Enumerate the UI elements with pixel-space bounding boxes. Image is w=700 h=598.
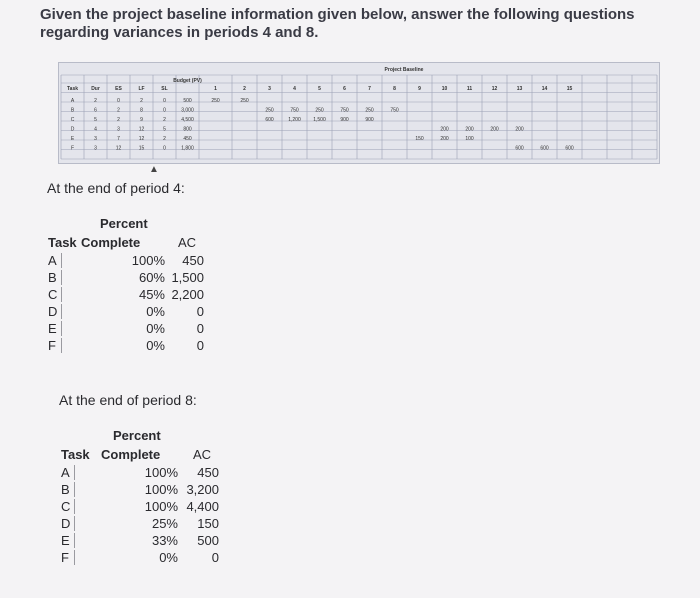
row-sl-cell: 0 — [163, 107, 166, 114]
column-header: LF — [138, 86, 145, 92]
row-lf-cell: 12 — [138, 126, 145, 133]
task-cell: F — [48, 338, 62, 353]
row-lf-cell: 12 — [138, 136, 145, 142]
period4-table — [48, 216, 208, 386]
percent-complete-cell: 60% — [138, 270, 165, 285]
period-value-cell: 600 — [515, 145, 524, 152]
percent-complete-cell: 0% — [159, 550, 178, 565]
period-value-cell: 750 — [290, 107, 299, 114]
period-value-cell: 750 — [390, 107, 399, 114]
task-cell: B — [48, 270, 62, 285]
row-task-cell: C — [70, 117, 75, 123]
period-value-cell: 900 — [365, 117, 374, 123]
period-number: 7 — [368, 86, 371, 92]
period8-header-percent: Percent — [113, 428, 161, 443]
task-cell: F — [61, 550, 75, 565]
period-value-cell: 750 — [340, 107, 349, 114]
period8-header-complete: Complete — [101, 447, 161, 462]
period-value-cell: 250 — [211, 98, 220, 104]
period8-header-task: Task — [61, 447, 90, 462]
period-number: 11 — [466, 86, 473, 92]
actual-cost-cell: 3,200 — [186, 482, 219, 497]
baseline-spreadsheet — [58, 62, 660, 164]
percent-complete-cell: 100% — [131, 253, 165, 268]
period-value-cell: 200 — [515, 126, 524, 133]
task-cell: A — [61, 465, 75, 480]
period-value-cell: 200 — [440, 126, 449, 133]
period8-row-C — [61, 499, 221, 514]
row-dur-cell: 2 — [94, 98, 97, 104]
actual-cost-cell: 2,200 — [171, 287, 204, 302]
row-sl-cell: 5 — [163, 126, 166, 133]
row-budget-cell: 800 — [183, 126, 192, 133]
percent-complete-cell: 0% — [146, 304, 165, 319]
period-value-cell: 600 — [265, 117, 274, 123]
period-number: 3 — [268, 86, 271, 92]
actual-cost-cell: 500 — [197, 533, 219, 548]
period-number: 6 — [343, 86, 346, 92]
period8-row-F — [61, 550, 221, 565]
period4-row-F — [48, 338, 208, 353]
percent-complete-cell: 45% — [138, 287, 165, 302]
row-budget-cell: 1,800 — [181, 145, 194, 152]
period-value-cell: 200 — [440, 136, 449, 142]
period-value-cell: 250 — [365, 107, 374, 114]
period4-header-complete: Complete — [81, 235, 141, 250]
period-number: 9 — [418, 86, 421, 92]
actual-cost-cell: 150 — [197, 516, 219, 531]
row-dur-cell: 3 — [94, 136, 97, 142]
period4-row-D — [48, 304, 208, 319]
period4-row-B — [48, 270, 208, 285]
percent-complete-cell: 25% — [151, 516, 178, 531]
budget-header: Budget (PV) — [173, 78, 202, 84]
period-number: 15 — [566, 86, 573, 92]
period4-header-ac: AC — [178, 235, 197, 250]
column-header: Task — [66, 86, 79, 92]
period-value-cell: 250 — [315, 107, 324, 114]
sheet-title: Project Baseline — [384, 67, 424, 73]
row-es-cell: 3 — [117, 126, 120, 133]
row-sl-cell: 2 — [163, 117, 166, 123]
row-sl-cell: 0 — [163, 145, 166, 152]
row-task-cell: B — [70, 107, 75, 114]
actual-cost-cell: 0 — [196, 321, 204, 336]
task-cell: E — [48, 321, 62, 336]
row-lf-cell: 8 — [140, 107, 143, 114]
row-sl-cell: 0 — [163, 98, 166, 104]
row-budget-cell: 500 — [183, 98, 192, 104]
cursor-arrow-icon: ▲ — [149, 164, 159, 175]
row-dur-cell: 3 — [94, 145, 97, 152]
actual-cost-cell: 450 — [182, 253, 204, 268]
period4-header-task: Task — [48, 235, 77, 250]
period-number: 8 — [393, 86, 396, 92]
task-cell: E — [61, 533, 75, 548]
row-lf-cell: 15 — [138, 145, 145, 152]
actual-cost-cell: 0 — [196, 304, 204, 319]
percent-complete-cell: 100% — [144, 465, 178, 480]
actual-cost-cell: 1,500 — [171, 270, 204, 285]
period8-row-B — [61, 482, 221, 497]
column-header: ES — [115, 86, 122, 92]
question-text: Given the project baseline information given below, answer the following questions regarding variances in periods 4 and 8. — [40, 6, 635, 41]
task-cell: B — [61, 482, 75, 497]
period8-header-ac: AC — [193, 447, 212, 462]
percent-complete-cell: 0% — [146, 338, 165, 353]
period-number: 2 — [243, 86, 246, 92]
row-es-cell: 2 — [117, 107, 120, 114]
row-es-cell: 7 — [117, 136, 120, 142]
task-cell: A — [48, 253, 62, 268]
row-task-cell: A — [70, 98, 75, 104]
period4-header-percent: Percent — [100, 216, 148, 231]
period8-row-A — [61, 465, 221, 480]
percent-complete-cell: 0% — [146, 321, 165, 336]
task-cell: D — [48, 304, 62, 319]
period8-row-D — [61, 516, 221, 531]
row-dur-cell: 5 — [94, 117, 97, 123]
period-value-cell: 1,200 — [288, 117, 301, 123]
row-lf-cell: 9 — [140, 117, 143, 123]
task-cell: C — [48, 287, 62, 302]
task-cell: D — [61, 516, 75, 531]
period4-row-A — [48, 253, 208, 268]
period-value-cell: 200 — [490, 126, 499, 133]
period-value-cell: 150 — [415, 136, 424, 142]
period-number: 14 — [541, 86, 548, 92]
column-header: Dur — [91, 86, 100, 92]
actual-cost-cell: 450 — [197, 465, 219, 480]
actual-cost-cell: 4,400 — [186, 499, 219, 514]
row-task-cell: D — [70, 126, 75, 133]
period-number: 13 — [516, 86, 523, 92]
period-value-cell: 100 — [465, 136, 474, 142]
row-dur-cell: 6 — [94, 107, 97, 114]
row-budget-cell: 3,000 — [181, 107, 194, 114]
baseline-grid — [59, 63, 659, 163]
row-budget-cell: 4,500 — [181, 117, 194, 123]
row-lf-cell: 2 — [140, 98, 143, 104]
row-task-cell: F — [70, 145, 75, 152]
period-value-cell: 200 — [465, 126, 474, 133]
task-cell: C — [61, 499, 75, 514]
row-es-cell: 12 — [115, 145, 122, 152]
period4-row-C — [48, 287, 208, 302]
period-value-cell: 900 — [340, 117, 349, 123]
period-number: 10 — [441, 86, 448, 92]
period-number: 12 — [491, 86, 498, 92]
period4-heading: At the end of period 4: — [47, 180, 185, 196]
period8-row-E — [61, 533, 221, 548]
period-value-cell: 250 — [240, 98, 249, 104]
period-value-cell: 1,500 — [313, 117, 326, 123]
row-es-cell: 2 — [117, 117, 120, 123]
percent-complete-cell: 100% — [144, 499, 178, 514]
period-value-cell: 250 — [265, 107, 274, 114]
period8-heading: At the end of period 8: — [59, 392, 197, 408]
row-es-cell: 0 — [117, 98, 120, 104]
column-header: SL — [161, 86, 168, 92]
row-dur-cell: 4 — [94, 126, 97, 133]
actual-cost-cell: 0 — [211, 550, 219, 565]
percent-complete-cell: 33% — [151, 533, 178, 548]
period8-table — [61, 428, 221, 598]
row-sl-cell: 2 — [163, 136, 166, 142]
period4-row-E — [48, 321, 208, 336]
actual-cost-cell: 0 — [196, 338, 204, 353]
period-number: 1 — [214, 86, 217, 92]
period-value-cell: 600 — [540, 145, 549, 152]
percent-complete-cell: 100% — [144, 482, 178, 497]
row-task-cell: E — [70, 136, 75, 142]
period-number: 5 — [318, 86, 321, 92]
period-value-cell: 600 — [565, 145, 574, 152]
period-number: 4 — [293, 86, 296, 92]
row-budget-cell: 450 — [183, 136, 192, 142]
